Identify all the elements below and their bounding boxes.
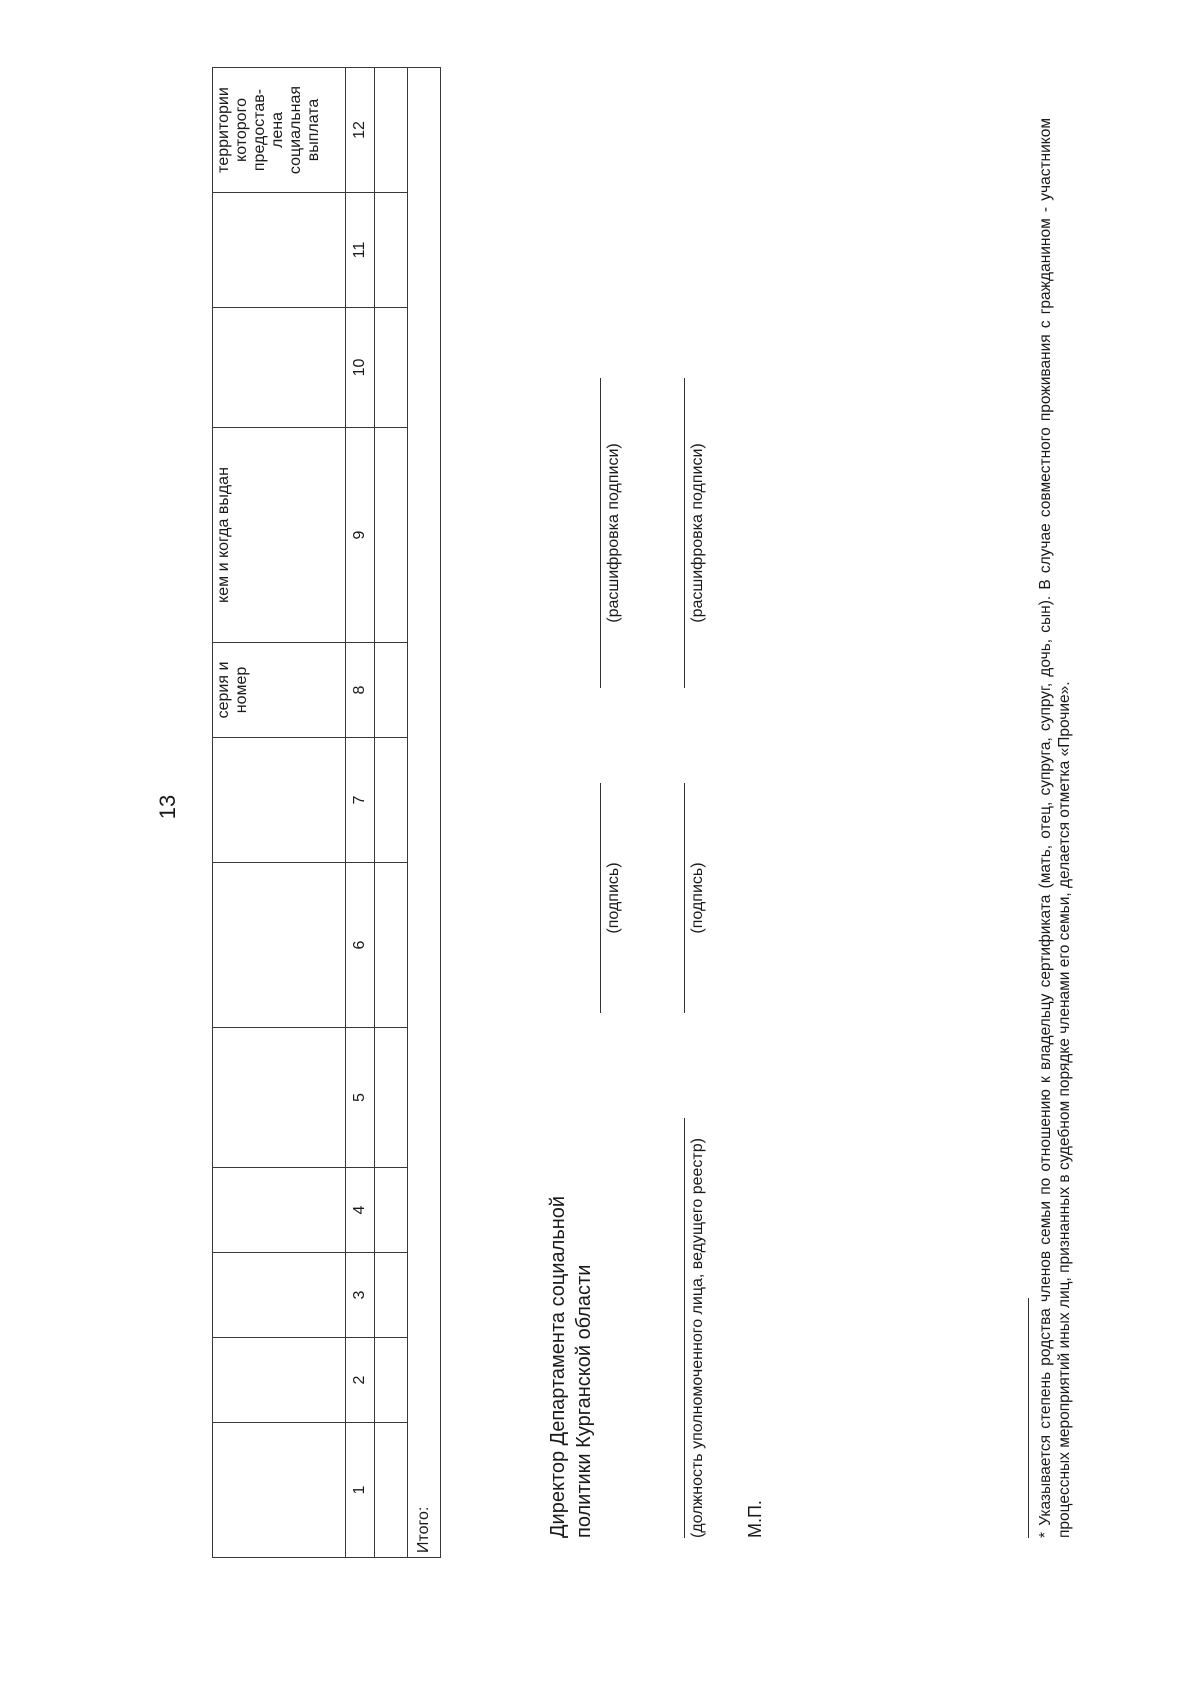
footnote-separator bbox=[1028, 1298, 1029, 1538]
header-cell-territory: территории которого предостав-лена социальная выплата bbox=[213, 68, 346, 193]
column-number: 10 bbox=[346, 308, 375, 428]
column-number: 4 bbox=[346, 1168, 375, 1253]
page-number: 13 bbox=[155, 794, 180, 820]
director-signature-line bbox=[600, 783, 601, 1013]
authorized-transcript-caption: (расшифровка подписи) bbox=[689, 443, 706, 623]
header-cell-4 bbox=[213, 1168, 346, 1253]
column-number: 11 bbox=[346, 193, 375, 308]
column-number: 8 bbox=[346, 643, 375, 738]
director-title-line-2: политики Курганской области bbox=[573, 1264, 595, 1538]
table-cell bbox=[375, 1028, 408, 1168]
table-cell bbox=[375, 193, 408, 308]
director-title bbox=[545, 1196, 597, 1538]
column-number: 2 bbox=[346, 1338, 375, 1423]
column-number: 7 bbox=[346, 738, 375, 863]
table-cell bbox=[375, 1423, 408, 1558]
registry-table bbox=[212, 67, 441, 1558]
column-number-row bbox=[346, 68, 375, 1558]
authorized-signature-caption: (подпись) bbox=[689, 862, 706, 934]
table-cell bbox=[375, 308, 408, 428]
table-cell bbox=[375, 643, 408, 738]
director-transcript-caption: (расшифровка подписи) bbox=[605, 443, 622, 623]
table-cell bbox=[375, 863, 408, 1028]
authorized-transcript-line bbox=[684, 378, 685, 688]
header-cell-5 bbox=[213, 1028, 346, 1168]
footnote: * Указывается степень родства членов семьи по отношению к владельцу сертификата (мать, отец, супруга, супруг, дочь, сын). В случае совместного проживания с гражданином - участником процессных мероприятий иных лиц, признанных в судебном порядке членами его семьи, делается отметка «Прочие». bbox=[1037, 118, 1073, 1538]
header-cell-11 bbox=[213, 193, 346, 308]
table-cell bbox=[375, 1253, 408, 1338]
column-number: 5 bbox=[346, 1028, 375, 1168]
column-number: 12 bbox=[346, 68, 375, 193]
header-cell-series-number: серия и номер bbox=[213, 643, 346, 738]
authorized-signature-line bbox=[684, 783, 685, 1013]
header-cell-issued-by: кем и когда выдан bbox=[213, 428, 346, 643]
table-cell bbox=[375, 1338, 408, 1423]
table-cell bbox=[375, 1168, 408, 1253]
table-cell bbox=[375, 68, 408, 193]
header-cell-2 bbox=[213, 1338, 346, 1423]
director-signature-caption: (подпись) bbox=[605, 862, 622, 934]
table-cell bbox=[375, 738, 408, 863]
header-cell-1 bbox=[213, 1423, 346, 1558]
header-cell-3 bbox=[213, 1253, 346, 1338]
header-cell-7 bbox=[213, 738, 346, 863]
authorized-position-line bbox=[684, 1118, 685, 1538]
authorized-person-caption: (должность уполномоченного лица, ведущего реестр) bbox=[689, 1138, 706, 1538]
header-cell-6 bbox=[213, 863, 346, 1028]
column-number: 1 bbox=[346, 1423, 375, 1558]
column-number: 3 bbox=[346, 1253, 375, 1338]
table-cell bbox=[375, 428, 408, 643]
header-cell-10 bbox=[213, 308, 346, 428]
director-transcript-line bbox=[600, 378, 601, 688]
total-row bbox=[408, 68, 441, 1558]
table-header-row bbox=[213, 68, 346, 1558]
column-number: 9 bbox=[346, 428, 375, 643]
seal-label: М.П. bbox=[745, 1500, 765, 1538]
director-title-line-1: Директор Департамента социальной bbox=[547, 1195, 569, 1538]
column-number: 6 bbox=[346, 863, 375, 1028]
table-row-empty bbox=[375, 68, 408, 1558]
total-label: Итого: bbox=[408, 68, 441, 1558]
